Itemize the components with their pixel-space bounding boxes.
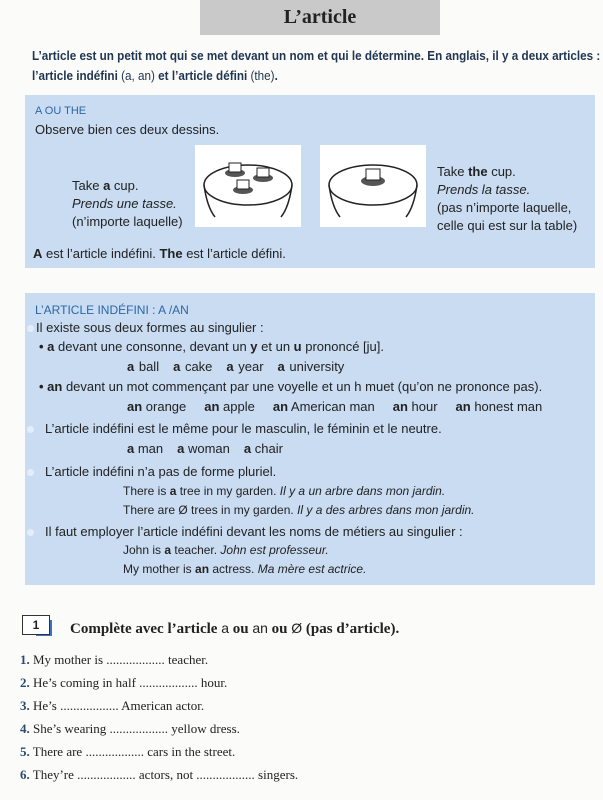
right-example-note-2: celle qui est sur la table) [437, 218, 578, 233]
bullet-icon [27, 426, 34, 433]
exercise-item: 6. They’re .................. actors, not .................. singers. [20, 767, 299, 782]
right-example-note: (pas n’importe laquelle, [437, 200, 572, 215]
intro-paragraph [32, 46, 601, 86]
example-singular: There is a tree in my garden. Il y a un arbre dans mon jardin. [123, 484, 446, 498]
conclusion: A est l’article indéfini. The est l’article défini. [33, 246, 286, 261]
exercise-item: 1. My mother is .................. teacher. [20, 652, 209, 667]
intro-text: l’article indéfini [32, 68, 118, 83]
example-job-1: John is a teacher. John est professeur. [123, 543, 329, 557]
section-heading: L’ARTICLE INDÉFINI : A /AN [35, 303, 189, 317]
rule-1: Il existe sous deux formes au singulier : [36, 320, 264, 335]
left-example-en: Take a cup. [72, 178, 139, 193]
exercise-item: 3. He’s .................. American actor. [20, 698, 205, 713]
bullet-icon [27, 469, 34, 476]
rule-an: • an devant un mot commençant par une voyelle et un h muet (qu’on ne prononce pas). [39, 379, 543, 394]
intro-line-1: L’article est un petit mot qui se met devant un nom et qui le détermine. En anglais, il y a deux articles : [32, 48, 601, 63]
table-with-cups-drawing [195, 145, 301, 227]
example-job-2: My mother is an actress. Ma mère est actrice. [123, 562, 367, 576]
table-with-one-cup-drawing [320, 145, 426, 227]
intro-text: et l’article défini [158, 68, 248, 83]
right-example-en: Take the cup. [437, 164, 516, 179]
exercise-number: 1 [22, 615, 50, 635]
example-plural: There are Ø trees in my garden. Il y a des arbres dans mon jardin. [123, 503, 475, 517]
left-example-fr: Prends une tasse. [72, 196, 177, 211]
left-example-note: (n’importe laquelle) [72, 214, 183, 229]
intro-text: (a, an) [121, 68, 155, 83]
bullet-icon [27, 325, 34, 332]
intro-text: (the) [250, 68, 275, 83]
intro-text: . [274, 68, 278, 83]
examples-gender: a man a woman a chair [127, 441, 283, 456]
observe-text: Observe bien ces deux dessins. [35, 122, 220, 137]
bullet-icon [27, 529, 34, 536]
exercise-item: 4. She’s wearing .................. yellow dress. [20, 721, 240, 736]
examples-an: an orange an apple an American man an hour an honest man [127, 399, 543, 414]
exercise-heading: Complète avec l’article a ou an ou Ø (pas d’article). [70, 620, 400, 637]
rule-gender: L’article indéfini est le même pour le masculin, le féminin et le neutre. [45, 421, 442, 436]
rule-jobs: Il faut employer l’article indéfini devant les noms de métiers au singulier : [45, 524, 463, 539]
exercise-item: 2. He’s coming in half .................. hour. [20, 675, 228, 690]
rule-a: • a devant une consonne, devant un y et un u prononcé [ju]. [39, 339, 385, 354]
examples-a: a ball a cake a year a university [127, 359, 345, 374]
exercise-item: 5. There are .................. cars in the street. [20, 744, 236, 759]
section-heading: A OU THE [35, 105, 87, 117]
intro-line-2 [32, 66, 599, 86]
section-a-ou-the [25, 95, 595, 268]
section-article-indefini [25, 293, 595, 585]
rule-plural: L’article indéfini n’a pas de forme pluriel. [45, 464, 277, 479]
right-example-fr: Prends la tasse. [437, 182, 531, 197]
page-title: L’article [200, 0, 440, 35]
